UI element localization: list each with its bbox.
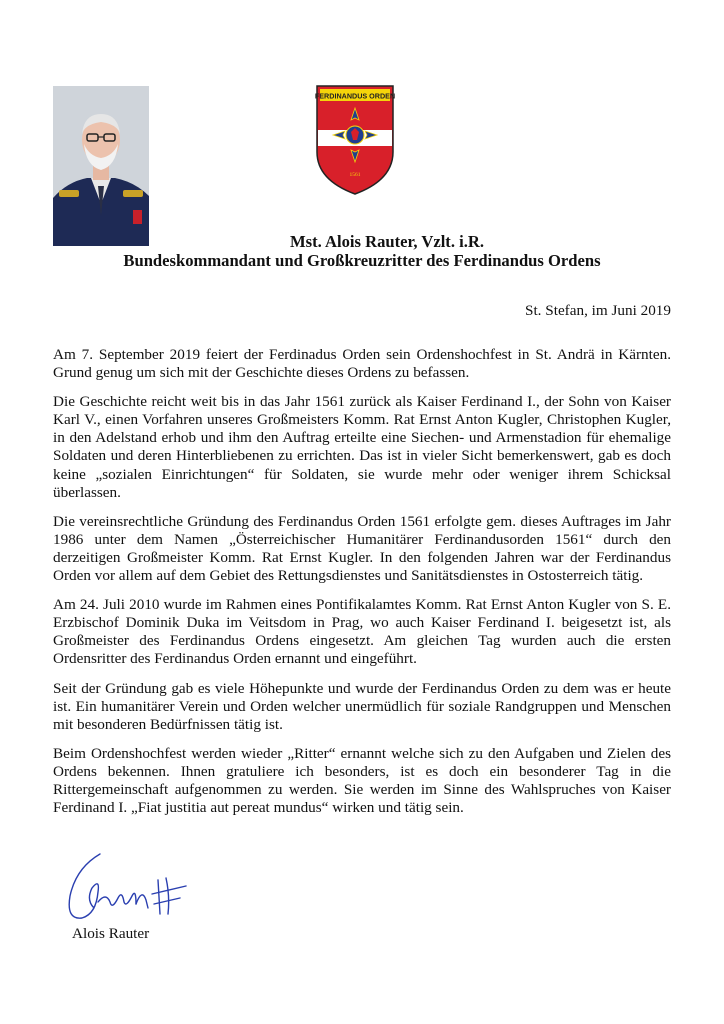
- crest-shield-icon: [315, 84, 395, 196]
- paragraph: Die Geschichte reicht weit bis in das Jahr 1561 zurück als Kaiser Ferdinand I., der Sohn von Kaiser Karl V., einen Vorfahren unseres Großmeisters Komm. Rat Ernst Anton Kugler, Christophen Kugler, in den Adelstand erhob und ihm den Auftrag erteilte eine Siechen- und Armenstadion für ehemalige Soldaten und deren Hinterbliebenen zu errichten. Das ist in vieler Sicht bemerkenswert, gab es doch keine „sozialen Einrichtungen“ für Soldaten, sie wurde mehr oder weniger ihrem Schicksal überlassen.: [53, 393, 671, 501]
- crest-year-text: 1561: [349, 172, 361, 178]
- letter-heading: [0, 232, 724, 270]
- author-name-line: Mst. Alois Rauter, Vzlt. i.R.: [289, 232, 485, 251]
- author-photo: [53, 86, 149, 246]
- signature-scribble-icon: [62, 848, 187, 930]
- ferdinandus-orden-crest: [315, 84, 395, 196]
- place-date-line: St. Stefan, im Juni 2019: [525, 302, 671, 319]
- paragraph: Am 7. September 2019 feiert der Ferdinadus Orden sein Ordenshochfest in St. Andrä in Kärnten. Grund genug um sich mit der Geschichte dieses Ordens zu befassen.: [53, 346, 671, 382]
- portrait-illustration: [53, 86, 149, 246]
- letter-body: [53, 346, 671, 828]
- signatory-name: Alois Rauter: [72, 925, 150, 942]
- paragraph: Die vereinsrechtliche Gründung des Ferdinandus Orden 1561 erfolgte gem. dieses Auftrages im Jahr 1986 unter dem Namen „Österreichischer Humanitärer Ferdinandusorden 1561“ durch den derzeitigen Großmeister Komm. Rat Ernst Kugler. In den folgenden Jahren war der Ferdinandus Orden vor allem auf dem Gebiet des Rettungsdienstes und Sanitätsdienstes in Ostosterreich tätig.: [53, 512, 671, 585]
- crest-banner-text: FERDINANDUS ORDEN: [315, 91, 395, 101]
- paragraph: Am 24. Juli 2010 wurde im Rahmen eines Pontifikalamtes Komm. Rat Ernst Anton Kugler von S. E. Erzbischof Dominik Duka im Veitsdom in Prag, wo auch Kaiser Ferdinand I. beigesetzt ist, als Großmeister des Ferdinandus Ordens eingesetzt. Am gleichen Tag wurden auch die ersten Ordensritter des Ferdinandus Orden ernannt und eingeführt.: [53, 596, 671, 668]
- author-title-line: Bundeskommandant und Großkreuzritter des Ferdinandus Ordens: [123, 251, 601, 270]
- paragraph: Beim Ordenshochfest werden wieder „Ritter“ ernannt welche sich zu den Aufgaben und Zielen des Ordens bekennen. Ihnen gratuliere ich besonders, ist es doch ein besonderer Tag in die Rittergemeinschaft aufgenommen zu werden. Sie werden im Sinne des Wahlspruches von Kaiser Ferdinand I. „Fiat justitia aut pereat mundus“ wirken und tätig sein.: [53, 744, 671, 817]
- handwritten-signature: [62, 848, 187, 930]
- paragraph: Seit der Gründung gab es viele Höhepunkte und wurde der Ferdinandus Orden zu dem was er heute ist. Ein humanitärer Verein und Orden welcher unermüdlich für soziale Randgruppen und Menschen mit besonderen Bedürfnissen tätig ist.: [53, 679, 671, 733]
